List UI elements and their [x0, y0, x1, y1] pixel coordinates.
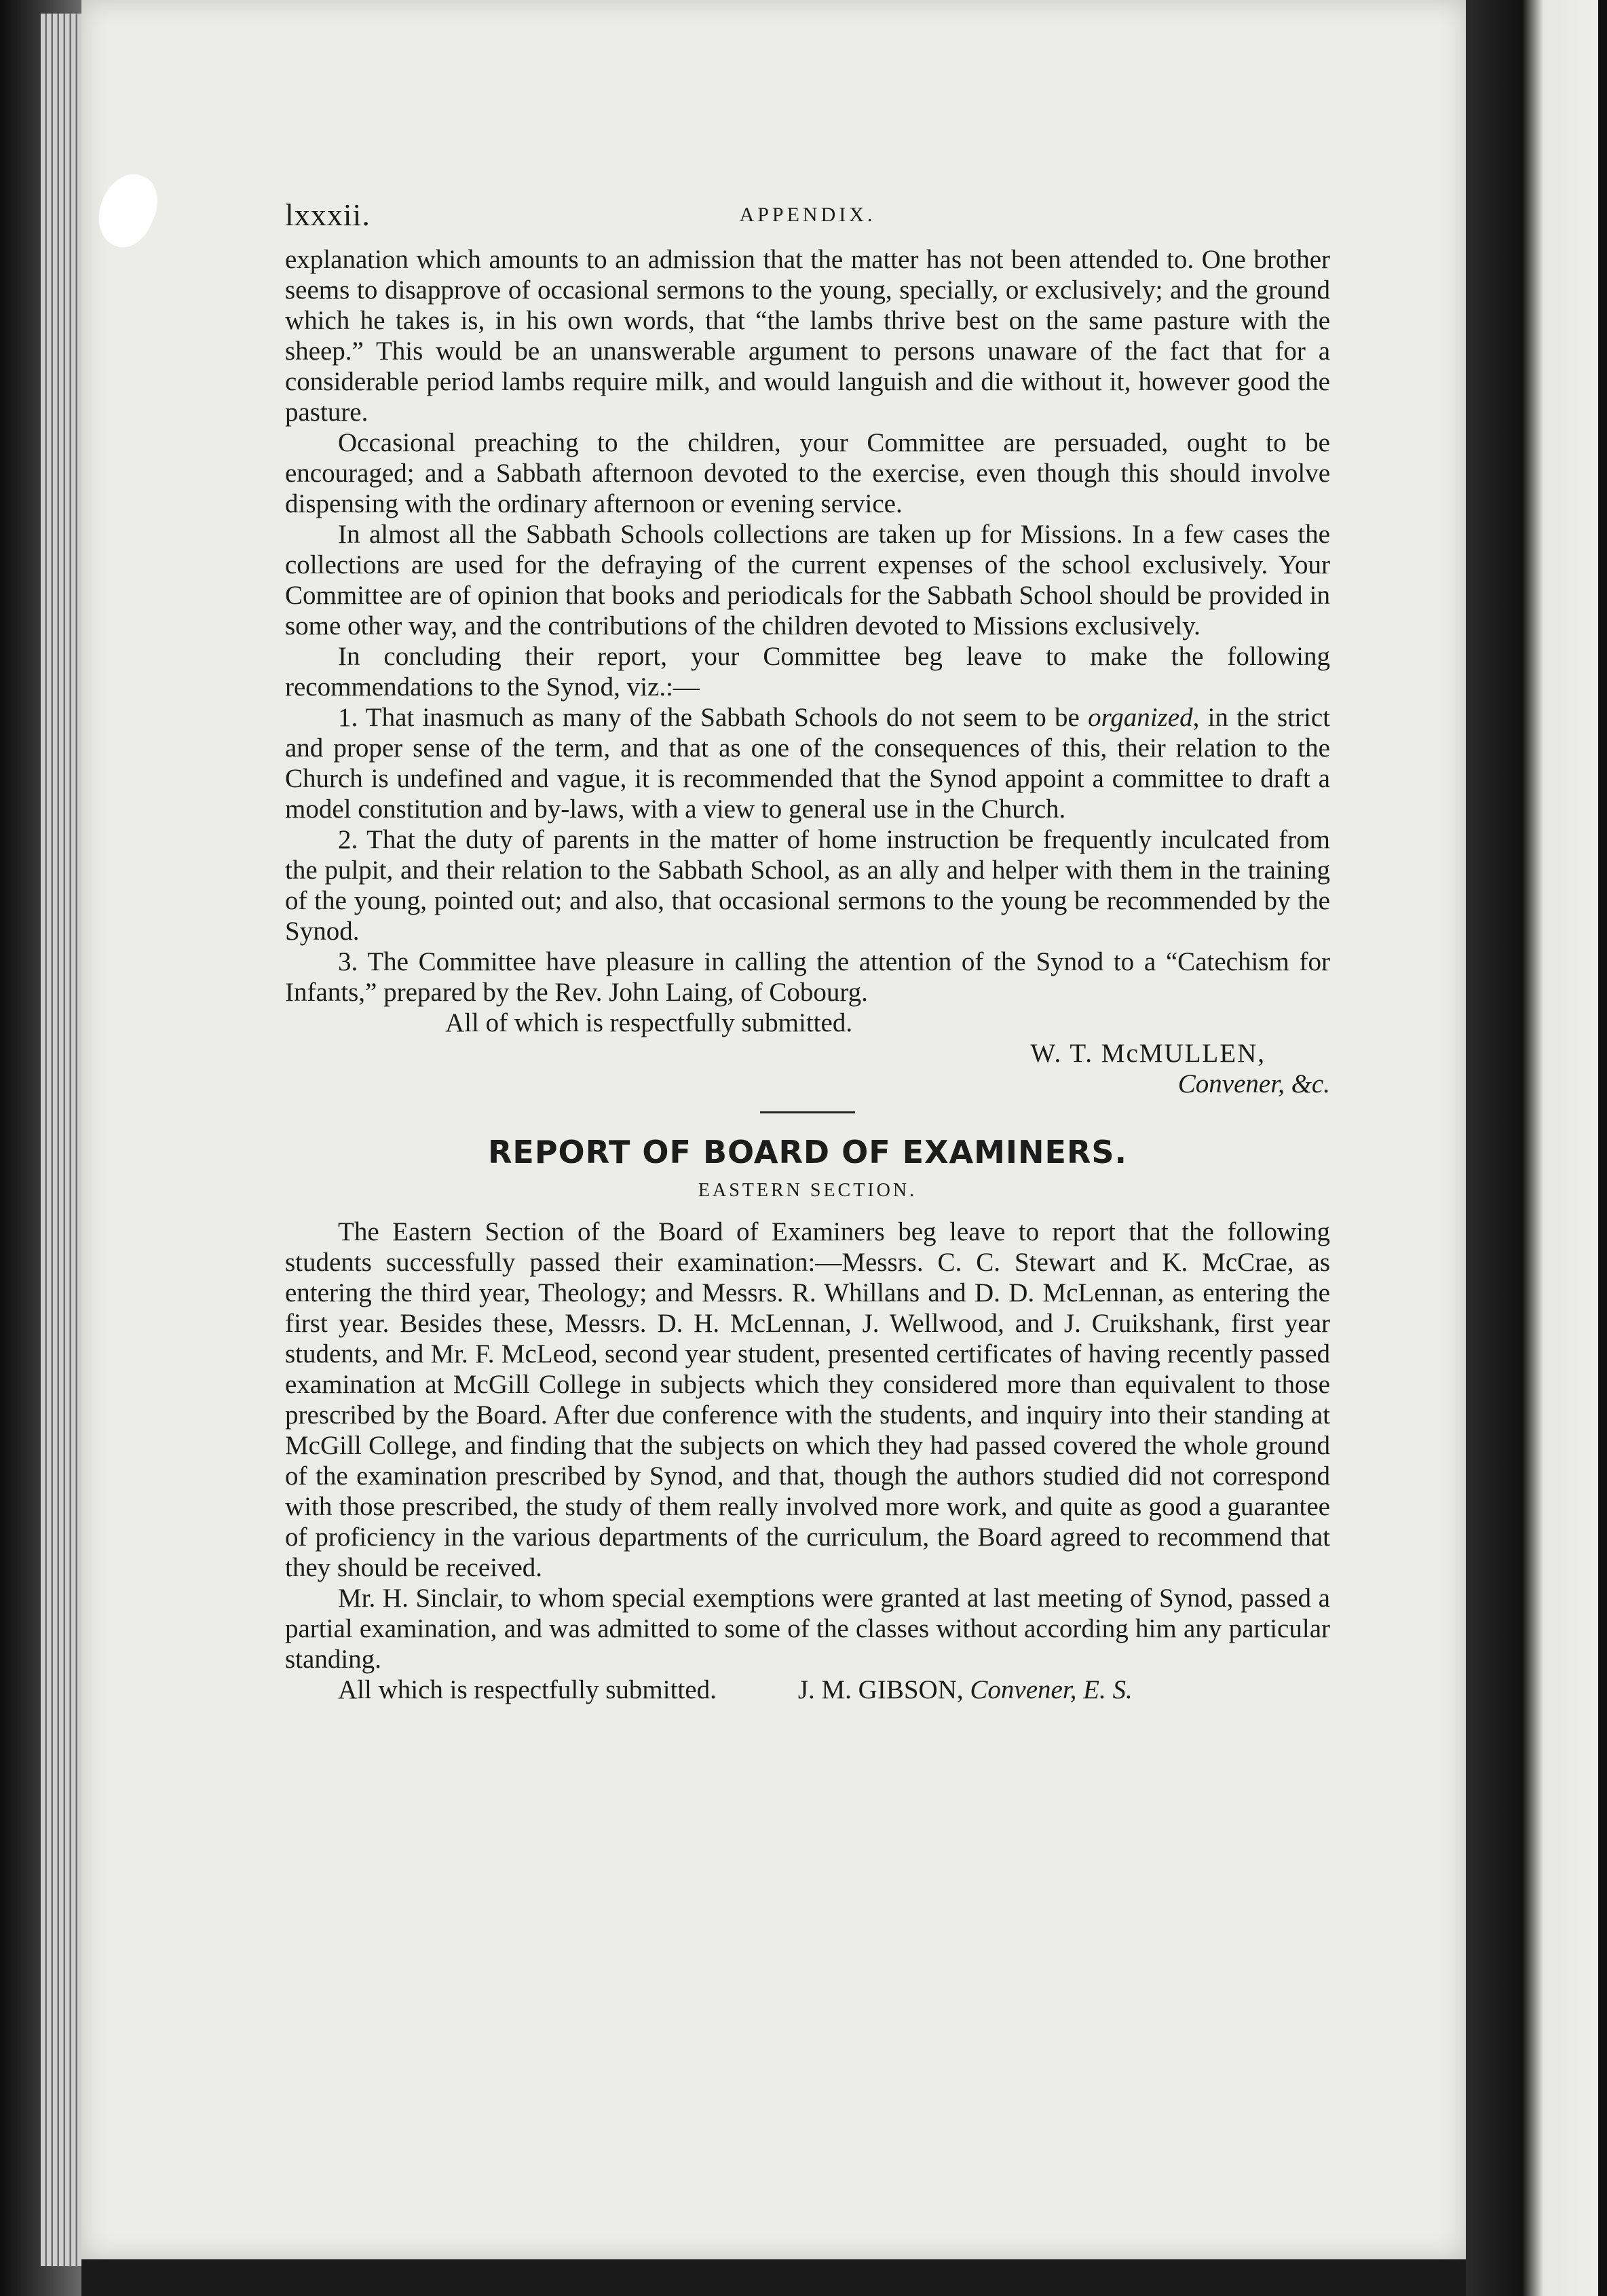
- paragraph-occasional-preaching: Occasional preaching to the children, your Committee are persuaded, ought to be encouraged; and a Sabbath afternoon devoted to the exercise, even though this should involve dispensing with the ordinary afternoon or evening service.: [285, 428, 1330, 518]
- closing-text: All which is respectfully submitted.: [338, 1675, 717, 1704]
- recommendation-3: 3. The Committee have pleasure in calling the attention of the Synod to a “Catechism for Infants,” prepared by the Rev. John Laing, of Cobourg.: [285, 947, 1330, 1007]
- page-text: [285, 197, 1330, 1705]
- signature-title: Convener, &c.: [1177, 1069, 1330, 1098]
- page-number: lxxxii.: [285, 197, 371, 232]
- right-border: [1598, 0, 1607, 2296]
- recommendation-1: [285, 702, 1330, 824]
- page-header: [285, 197, 1330, 244]
- report-paragraph-2: Mr. H. Sinclair, to whom special exemptions were granted at last meeting of Synod, passed a partial examination, and was admitted to some of the classes without according him any particular standing.: [285, 1584, 1330, 1674]
- recommendation-1-pre: 1. That inasmuch as many of the Sabbath Schools do not seem to be: [338, 703, 1089, 732]
- signer-title: Convener, E. S.: [970, 1675, 1133, 1704]
- recommendation-2: 2. That the duty of parents in the matter of home instruction be frequently inculcated from the pulpit, and their relation to the Sabbath School, as an ally and helper with them in the training of the young, pointed out; and also, that occasional sermons to the young be recommended by the Synod.: [285, 825, 1330, 946]
- section-heading: REPORT OF BOARD OF EXAMINERS.: [488, 1134, 1127, 1170]
- signer-name: J. M. GIBSON,: [797, 1675, 964, 1704]
- recommendation-1-post: , in the strict and proper sense of the term, and that as one of the consequences of this, their relation to the Church is undefined and vague, it is recommended that the Synod appoint a committee to draft a model constitution and by-laws, with a view to general use in the Church.: [285, 703, 1330, 824]
- signature-name: W. T. McMULLEN,: [1030, 1039, 1266, 1068]
- section-divider: [760, 1111, 855, 1113]
- paragraph-recommendations-intro: In concluding their report, your Committee beg leave to make the following recommendations to the Synod, viz.:—: [285, 642, 1330, 702]
- report-closing: [285, 1675, 1330, 1705]
- paragraph-collections: In almost all the Sabbath Schools collections are taken up for Missions. In a few cases the collections are used for the defraying of the current expenses of the school exclusively. Your Committee are of opinion that books and periodicals for the Sabbath School should be provided in some other way, and the contributions of the children devoted to Missions exclusively.: [285, 520, 1330, 640]
- report-paragraph-1: The Eastern Section of the Board of Examiners beg leave to report that the following students successfully passed their examination:—Messrs. C. C. Stewart and K. McCrae, as entering the third year, Theology; and Messrs. R. Whillans and D. D. McLennan, as entering the first year. Besides these, Messrs. D. H. McLennan, J. Wellwood, and J. Cruikshank, first year students, and Mr. F. McLeod, second year student, presented certificates of having recently passed examination at McGill College in subjects which they considered more than equivalent to those prescribed by the Board. After due conference with the students, and inquiry into their standing at McGill College, and finding that the subjects on which they had passed covered the whole ground of the examination prescribed by Synod, and that, though the authors studied did not correspond with those prescribed, the study of them really involved more work, and quite as good a guarantee of proficiency in the various departments of the curriculum, the Board agreed to recommend that they should be received.: [285, 1217, 1330, 1582]
- facing-page-edge: [1466, 0, 1607, 2296]
- running-head: APPENDIX.: [739, 204, 876, 226]
- section-subheading: EASTERN SECTION.: [698, 1180, 918, 1201]
- recommendation-1-emphasis: organized: [1088, 703, 1193, 732]
- bottom-band: [81, 2259, 1466, 2296]
- submitted-line: All of which is respectfully submitted.: [445, 1008, 853, 1037]
- paragraph-continuation: explanation which amounts to an admission that the matter has not been attended to. One brother seems to disapprove of occasional sermons to the young, specially, or exclusively; and the ground which he takes is, in his own words, that “the lambs thrive best on the same pasture with the sheep.” This would be an unanswerable argument to persons unaware of the fact that for a considerable period lambs require milk, and would languish and die without it, however good the pasture.: [285, 245, 1330, 427]
